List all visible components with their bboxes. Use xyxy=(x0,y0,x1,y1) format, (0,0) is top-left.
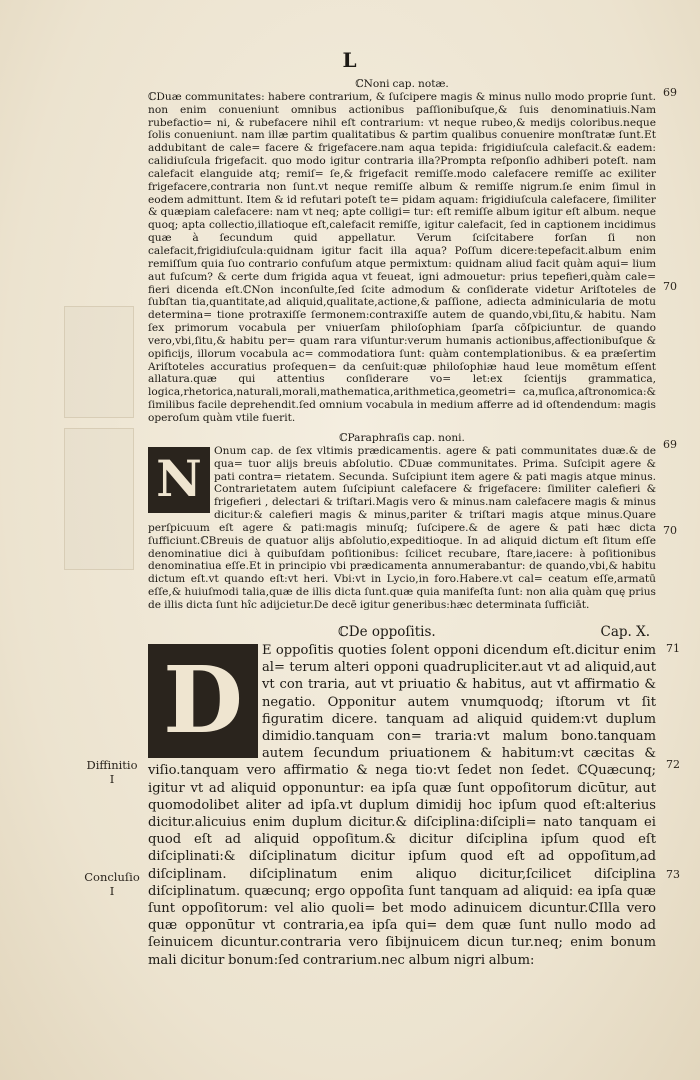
section-opposites xyxy=(148,642,656,969)
folio-letter: L xyxy=(342,48,358,72)
section-paraphrase xyxy=(148,432,656,612)
margin-note-label: Diffinitio xyxy=(86,758,138,772)
section-notes xyxy=(148,78,656,425)
section-heading: ℂNoni cap. notæ. xyxy=(355,78,449,90)
margin-number: 72 xyxy=(666,758,680,771)
initial-letter: D xyxy=(163,646,243,755)
margin-number: 69 xyxy=(663,86,677,99)
margin-note-diffinitio xyxy=(72,758,152,786)
margin-note-number: I xyxy=(109,772,115,786)
margin-note-number: I xyxy=(109,884,115,898)
margin-number: 71 xyxy=(666,642,680,655)
margin-number: 73 xyxy=(666,868,680,881)
margin-number: 70 xyxy=(663,280,677,293)
initial-letter: N xyxy=(156,449,202,509)
section-heading: ℂParaphraſis cap. noni. xyxy=(339,432,465,444)
margin-note-conclusio xyxy=(72,870,152,898)
bleed-through-box xyxy=(64,306,134,418)
margin-number: 70 xyxy=(663,524,677,537)
opposites-paragraph: E oppoſitis quoties ſolent opponi dicendum eſt.dicitur enim al= terum alteri opponi quadrupliciter.aut vt ad aliquid,aut vt con traria, aut vt priuatio & habitus, aut vt affirmatio & negatio. Opponitur autem vnumquodq; iſtorum vt ſit figuratim dicere. tanquam ad aliquid quidem:vt duplum dimidio.tanquam con= traria:vt malum bono.tanquam autem ſecundum priuationem & habitum:vt cæcitas & viſio.tanquam vero affirmatio & nega tio:vt ſedet non ſedet. ℂQuæcunq; igitur vt ad aliquid opponuntur: ea ipſa quæ ſunt oppoſitorum dicūtur, aut quomodolibet aliter ad ipſa.vt duplum dimidij hoc ipſum quod eſt:alterius dicitur.alicuius enim duplum dicitur.& diſciplina:diſcipli= nato tanquam ei quod eſt ad aliquid oppoſitum.& dicitur diſciplina ipſum quod eſt diſciplinati:& diſciplinatum dicitur ipſum quod eſt ad oppoſitum,ad diſciplinam. diſciplinatum enim aliquo dicitur,ſcilicet diſciplina diſciplinatum. quæcunq; ergo oppoſita ſunt tanquam ad aliquid: ea ipſa quæ ſunt oppoſitorum: vel alio quoli= bet modo adinuicem dicuntur.ℂIlla vero quæ opponūtur vt contraria,ea ipſa qui= dem quæ ſunt nullo modo ad ſeinuicem dicuntur.contraria vero ſibijnuicem dicun tur.neq; enim bonum mali dicitur bonum:ſed contrarium.nec album nigri album: xyxy=(148,643,656,968)
bleed-through-box xyxy=(64,428,134,570)
margin-note-label: Concluſio xyxy=(84,870,140,884)
margin-number: 69 xyxy=(663,438,677,451)
decorated-initial-n xyxy=(148,447,210,513)
decorated-initial-d xyxy=(148,644,258,758)
chapter-number: Cap. X. xyxy=(600,624,650,640)
notes-paragraph: ℂDuæ communitates: habere contrarium, & ſuſcipere magis & minus nullo modo proprie ſunt. non enim conueniunt omnibus actionibus paſſionibuſque,& ſuis denominatiuis.Nam rubefactio= ni, & rubefacere nihil eſt contrarium: vt neque rubeo,& medijs coloribus.neque ſolis conueniunt. nam illæ partim qualitatibus & partim qualibus conuenire monſtratæ ſunt.Et addubitant de cale= facere & frigefacere.nam aqua tepida: frigidiuſcula calefacit.& eadem: calidiuſcula frigefacit. quo modo igitur contraria illa?Prompta reſponſio adhiberi poteſt. nam calefacit elanguide atq; remiſ= ſe,& frigefacit remiſſe.modo calefacere remiſſe ac exiliter frigefacere,contraria non ſunt.vt neque remiſſe album & remiſſe nigrum.ſe enim ſimul in eodem admittunt. Item & id refutari poteſt te= pidam aquam: frigidiuſcula calefacere, ſimiliter & quæpiam calefacere: nam vt neq; apte colligi= tur: eſt remiſſe album igitur eſt album. neque quoq; apta collectio,illatioque eſt,calefacit remiſſe, igitur calefacit, ſed in captionem incidimus quæ à ſecundum quid appellatur. Verum ſciſcitabere forſan ſi non calefacit,frigidiuſcula:quidnam igitur facit illa aqua? Poſſum dicere:tepefacit.album enim remiſſum quia ſuo contrario confuſum atque permixtum: quidnam aliud facit quàm aqui= lium aut fuſcum? & certe dum frigida aqua vt feueat, igni admouetur: prius tepefieri,quàm cale= fieri dicenda eſt.ℂNon inconſulte,ſed ſcite admodum & conſiderate videtur Ariſtoteles de ſubſtan tia,quantitate,ad aliquid,qualitate,actione,& paſſione, adiecta adminicularia de motu determina= tione protraxiſſe ſermonem:contraxiſſe autem de quando,vbi,ſitu,& habitu. Nam ſex primorum vocabula per vniuerſam philoſophiam ſparſa cōſpiciuntur. de quando vero,vbi,ſitu,& habitu per= quam rara viſuntur:verum humanis actionibus,affectionibuſque & opificijs, illorum vocabula ac= commodatiora ſunt: quàm contemplationibus. & ea præſertim Ariſtoteles accuratius proſequen= da cenſuit:quæ philoſophiæ haud leue momētum eſſent allatura.quæ qui attentius conſiderare vo= let:ex ſcientijs grammatica, logica,rhetorica,naturali,morali,mathematica,arithmetica,geometri= ca,muſica,aſtronomica:& ſimilibus facile deprehendit.ſed omnium vocabula in medium afferre ad id oſtendendum: magis operoſum quàm vtile fuerit. xyxy=(148,90,656,424)
paraphrase-paragraph: Onum cap. de ſex vltimis prædicamentis. agere & pati communitates duæ.& de qua= tuor alijs breuis abſolutio. ℂDuæ communitates. Prima. Suſcipit agere & pati contra= rietatem. Secunda. Suſcipiunt item agere & pati magis atque minus. Contrarietatem autem ſuſcipiunt calefacere & frigefacere: ſimiliter calefieri & frigefieri , delectari & triſtari.Magis vero & minus.nam calefacere magis & minus dicitur:& calefieri magis & minus,pariter & triſtari magis atque minus.Quare perſpicuum eſt agere & pati:magis minuſq; ſuſcipere.& de agere & pati hæc dicta ſufficiunt.ℂBreuis de quatuor alijs abſolutio,expeditioque. In ad aliquid dictum eſt ſitum eſſe denominatiue dici à quibuſdam poſitionibus: ſcilicet recubare, ſtare,iacere: à poſitionibus denominatiua eſſe.Et in principio vbi prædicamenta annumerabantur: de quando,vbi,& habitu dictum eſt.vt quando eſt:vt heri. Vbi:vt in Lycio,in foro.Habere.vt cal= ceatum eſſe,armatū eſſe,& huiuſmodi talia,quæ de illis dicta ſunt.quæ quia manifeſta ſunt: non alia quàm quę prius de illis dicta ſunt hîc adijcietur.De decē igitur generibus:hæc determinata ſufficiāt. xyxy=(148,444,656,611)
section-heading: ℂDe oppoſitis. xyxy=(338,624,436,640)
